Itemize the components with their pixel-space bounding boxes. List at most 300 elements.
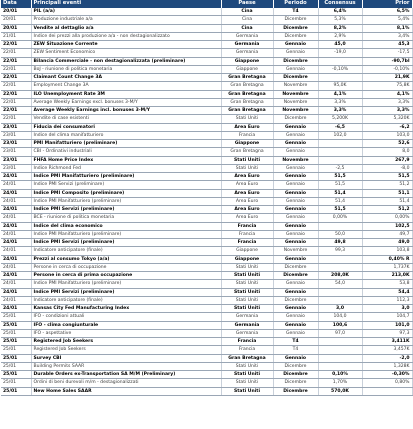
cell-country: Area Euro <box>221 181 273 189</box>
cell-period: Gennaio <box>273 305 318 313</box>
cell-consensus: 51,4 <box>318 189 362 197</box>
cell-country: Stati Uniti <box>221 296 273 304</box>
cell-prior: 102,5 <box>362 222 412 230</box>
table-row <box>1 321 412 329</box>
cell-event: BCE - riunione di politica monetaria <box>31 214 221 222</box>
cell-period: Gennaio <box>273 148 318 156</box>
cell-date: 21/01 <box>1 32 31 40</box>
cell-consensus: 50,0 <box>318 230 362 238</box>
cell-date: 23/01 <box>1 123 31 131</box>
cell-period: Dicembre <box>273 74 318 82</box>
cell-event: Prezzi al consumo Tokyo (a/a) <box>31 255 221 263</box>
cell-consensus <box>318 346 362 354</box>
cell-prior: 0,80% <box>362 379 412 387</box>
table-row <box>1 49 412 57</box>
table-row <box>1 338 412 346</box>
cell-period: Gennaio <box>273 255 318 263</box>
cell-period: Gennaio <box>273 173 318 181</box>
cell-consensus: 5,200K <box>318 115 362 123</box>
header-date: Data <box>1 0 31 8</box>
cell-period: Gennaio <box>273 222 318 230</box>
cell-date: 22/01 <box>1 98 31 106</box>
header-country: Paese <box>221 0 273 8</box>
cell-period: Gennaio <box>273 41 318 49</box>
cell-country: Stati Uniti <box>221 156 273 164</box>
cell-country: Germania <box>221 41 273 49</box>
cell-event: Survey CBI <box>31 354 221 362</box>
cell-prior: 51,2 <box>362 206 412 214</box>
cell-consensus: 95,0K <box>318 82 362 90</box>
cell-prior: 49,7 <box>362 230 412 238</box>
cell-country: Giappone <box>221 57 273 65</box>
cell-consensus: 1,70% <box>318 379 362 387</box>
cell-prior: 54,4 <box>362 288 412 296</box>
cell-consensus: 570,0K <box>318 387 362 395</box>
cell-consensus: 51,5 <box>318 173 362 181</box>
table-row <box>1 181 412 189</box>
table-row <box>1 140 412 148</box>
cell-date: 23/01 <box>1 156 31 164</box>
cell-country: Area Euro <box>221 189 273 197</box>
cell-date: 25/01 <box>1 371 31 379</box>
cell-date: 24/01 <box>1 305 31 313</box>
cell-event: ZEW Sentiment Economico <box>31 49 221 57</box>
cell-prior: 112,3 <box>362 296 412 304</box>
table-row <box>1 313 412 321</box>
cell-date: 23/01 <box>1 164 31 172</box>
cell-country: Stati Uniti <box>221 164 273 172</box>
cell-prior: 3,4% <box>362 32 412 40</box>
cell-prior: 3,3% <box>362 98 412 106</box>
cell-event: IFO - clima congiunturale <box>31 321 221 329</box>
cell-date: 20/01 <box>1 8 31 16</box>
cell-period: Gennaio <box>273 288 318 296</box>
cell-prior: 101,0 <box>362 321 412 329</box>
cell-event: CBI - Ordinativi industriali <box>31 148 221 156</box>
cell-date: 24/01 <box>1 230 31 238</box>
header-prior: Prior <box>362 0 412 8</box>
cell-consensus: 54,0 <box>318 280 362 288</box>
cell-consensus: 51,5 <box>318 181 362 189</box>
cell-prior: 5,4% <box>362 16 412 24</box>
cell-prior: -0,30% <box>362 371 412 379</box>
cell-date: 22/01 <box>1 90 31 98</box>
cell-date: 25/01 <box>1 362 31 370</box>
cell-event: Durable Orders ex-Transportation SA M/M (Preliminary) <box>31 371 221 379</box>
table-row <box>1 32 412 40</box>
cell-event: Average Weekly Earnings excl. bonuses 3-M/Y <box>31 98 221 106</box>
cell-prior: 5,320K <box>362 115 412 123</box>
cell-date: 24/01 <box>1 296 31 304</box>
cell-period: Gennaio <box>273 164 318 172</box>
cell-country: Giappone <box>221 140 273 148</box>
cell-country: Germania <box>221 329 273 337</box>
table-row <box>1 24 412 32</box>
table-row <box>1 354 412 362</box>
cell-date: 24/01 <box>1 272 31 280</box>
cell-country: Germania <box>221 313 273 321</box>
cell-period: Gennaio <box>273 354 318 362</box>
cell-consensus: 6,4% <box>318 8 362 16</box>
cell-date: 24/01 <box>1 214 31 222</box>
cell-period: Dicembre <box>273 362 318 370</box>
cell-consensus <box>318 222 362 230</box>
cell-consensus: 102,0 <box>318 131 362 139</box>
cell-event: Bilancia Commerciale - non destagionalizzata (preliminare) <box>31 57 221 65</box>
cell-prior: 51,1 <box>362 189 412 197</box>
cell-consensus <box>318 362 362 370</box>
cell-event: Registered Job Seekers <box>31 346 221 354</box>
table-header <box>1 0 412 8</box>
cell-event: Indice PMI Servizi (preliminare) <box>31 206 221 214</box>
cell-consensus: 3,3% <box>318 107 362 115</box>
cell-country: Francia <box>221 131 273 139</box>
cell-consensus: 8,2% <box>318 24 362 32</box>
cell-prior: 1,328K <box>362 362 412 370</box>
table-row <box>1 272 412 280</box>
cell-date: 25/01 <box>1 354 31 362</box>
cell-period: Gennaio <box>273 181 318 189</box>
cell-period: Novembre <box>273 98 318 106</box>
cell-consensus: 208,0K <box>318 272 362 280</box>
cell-date: 23/01 <box>1 140 31 148</box>
cell-date: 22/01 <box>1 82 31 90</box>
cell-prior: 52,6 <box>362 140 412 148</box>
cell-country: Stati Uniti <box>221 263 273 271</box>
table-row <box>1 164 412 172</box>
cell-period: Gennaio <box>273 189 318 197</box>
cell-country: Gran Bretagna <box>221 74 273 82</box>
cell-date: 24/01 <box>1 206 31 214</box>
cell-date: 25/01 <box>1 313 31 321</box>
cell-country: Area Euro <box>221 173 273 181</box>
cell-country: Stati Uniti <box>221 272 273 280</box>
cell-prior: 4,1% <box>362 90 412 98</box>
table-row <box>1 329 412 337</box>
cell-event: Vendite di case esistenti <box>31 115 221 123</box>
cell-date: 24/01 <box>1 173 31 181</box>
header-consensus: Consensus <box>318 0 362 8</box>
cell-country: Stati Uniti <box>221 280 273 288</box>
cell-consensus <box>318 288 362 296</box>
table-row <box>1 189 412 197</box>
cell-country: Gran Bretagna <box>221 107 273 115</box>
cell-event: Indice PMI Servizi (preliminare) <box>31 288 221 296</box>
cell-period: Gennaio <box>273 329 318 337</box>
cell-event: Persone in cerca di occupazione <box>31 263 221 271</box>
cell-period: Novembre <box>273 156 318 164</box>
cell-event: Indice PMI Manifatturiero (preliminare) <box>31 230 221 238</box>
cell-date: 25/01 <box>1 321 31 329</box>
cell-event: Average Weekly Earnings incl. bonuses 3-M/Y <box>31 107 221 115</box>
cell-event: Registered Job Seekers <box>31 338 221 346</box>
cell-country: Giappone <box>221 247 273 255</box>
cell-date: 24/01 <box>1 239 31 247</box>
cell-period: Gennaio <box>273 214 318 222</box>
cell-country: Gran Bretagna <box>221 148 273 156</box>
cell-period: Gennaio <box>273 206 318 214</box>
table-row <box>1 16 412 24</box>
cell-period: Dicembre <box>273 263 318 271</box>
cell-event: Produzione industriale a/a <box>31 16 221 24</box>
economic-calendar-table <box>1 0 413 396</box>
cell-consensus <box>318 156 362 164</box>
cell-country: Francia <box>221 222 273 230</box>
table-row <box>1 115 412 123</box>
cell-event: IFO - aspettative <box>31 329 221 337</box>
cell-date: 25/01 <box>1 329 31 337</box>
cell-country: Area Euro <box>221 197 273 205</box>
cell-prior: 8,0 <box>362 148 412 156</box>
table-row <box>1 148 412 156</box>
cell-period: Gennaio <box>273 140 318 148</box>
table-row <box>1 255 412 263</box>
cell-consensus <box>318 74 362 82</box>
table-row <box>1 222 412 230</box>
cell-prior: 75,8K <box>362 82 412 90</box>
cell-date: 22/01 <box>1 65 31 73</box>
header-row <box>1 0 412 8</box>
table-body <box>1 8 412 395</box>
cell-date: 24/01 <box>1 255 31 263</box>
cell-consensus: 45,0 <box>318 41 362 49</box>
cell-prior: 49,0 <box>362 239 412 247</box>
cell-event: Indice PMI Composito (preliminare) <box>31 189 221 197</box>
cell-period: Gennaio <box>273 321 318 329</box>
cell-event: PIL (a/a) <box>31 8 221 16</box>
cell-country: Cina <box>221 24 273 32</box>
cell-prior: 103,8 <box>362 247 412 255</box>
cell-period: Novembre <box>273 82 318 90</box>
cell-prior: 0,40% R <box>362 255 412 263</box>
table-row <box>1 379 412 387</box>
cell-date: 22/01 <box>1 74 31 82</box>
cell-consensus: 97,0 <box>318 329 362 337</box>
cell-date: 23/01 <box>1 131 31 139</box>
cell-period: Gennaio <box>273 197 318 205</box>
cell-date: 25/01 <box>1 379 31 387</box>
cell-country: Stati Uniti <box>221 379 273 387</box>
cell-country: Gran Bretagna <box>221 354 273 362</box>
table-row <box>1 82 412 90</box>
cell-date: 20/01 <box>1 24 31 32</box>
table-row <box>1 346 412 354</box>
cell-period: T4 <box>273 338 318 346</box>
table-row <box>1 131 412 139</box>
cell-prior: 21,9K <box>362 74 412 82</box>
cell-country: Cina <box>221 8 273 16</box>
cell-period: Gennaio <box>273 230 318 238</box>
cell-event: Ordini di beni durevoli m/m - destagionalizzati <box>31 379 221 387</box>
cell-country: Giappone <box>221 65 273 73</box>
cell-prior: -2,0 <box>362 354 412 362</box>
cell-consensus: 2,9% <box>318 32 362 40</box>
cell-consensus: 51,4 <box>318 197 362 205</box>
cell-event: Indicatore anticipatore (finale) <box>31 247 221 255</box>
cell-date: 25/01 <box>1 338 31 346</box>
cell-prior: 104,7 <box>362 313 412 321</box>
cell-country: Germania <box>221 49 273 57</box>
cell-event: Kansas City Fed Manufacturing Index <box>31 305 221 313</box>
cell-prior: -17,5 <box>362 49 412 57</box>
cell-period: Gennaio <box>273 65 318 73</box>
table-row <box>1 305 412 313</box>
cell-consensus: 5,3% <box>318 16 362 24</box>
cell-event: ZEW Situazione Corrente <box>31 41 221 49</box>
cell-country: Cina <box>221 16 273 24</box>
cell-consensus: -2,5 <box>318 164 362 172</box>
cell-period: Dicembre <box>273 32 318 40</box>
cell-country: Giappone <box>221 255 273 263</box>
cell-consensus: 4,1% <box>318 90 362 98</box>
cell-period: Dicembre <box>273 371 318 379</box>
cell-country: Stati Uniti <box>221 387 273 395</box>
cell-date: 25/01 <box>1 387 31 395</box>
table-row <box>1 362 412 370</box>
cell-prior: 51,4 <box>362 197 412 205</box>
cell-country: Gran Bretagna <box>221 98 273 106</box>
cell-period: Gennaio <box>273 239 318 247</box>
cell-event: Employment Change 3A <box>31 82 221 90</box>
cell-consensus: 0,10% <box>318 371 362 379</box>
header-event: Principali eventi <box>31 0 221 8</box>
cell-period: Dicembre <box>273 272 318 280</box>
cell-prior: 45,3 <box>362 41 412 49</box>
table-row <box>1 107 412 115</box>
cell-prior: 53,8 <box>362 280 412 288</box>
cell-prior: 51,2 <box>362 181 412 189</box>
cell-country: Germania <box>221 32 273 40</box>
cell-consensus <box>318 255 362 263</box>
cell-event: Claimant Count Change 3A <box>31 74 221 82</box>
table-row <box>1 123 412 131</box>
cell-event: Indice PMI Manifatturiero (preliminare) <box>31 173 221 181</box>
cell-country: Stati Uniti <box>221 305 273 313</box>
cell-date: 22/01 <box>1 107 31 115</box>
cell-prior: 1,737K <box>362 263 412 271</box>
cell-consensus <box>318 354 362 362</box>
cell-prior: 8,1% <box>362 24 412 32</box>
table-row <box>1 387 412 395</box>
cell-period: Gennaio <box>273 313 318 321</box>
cell-prior: 3,457K <box>362 346 412 354</box>
cell-period: Gennaio <box>273 280 318 288</box>
cell-date: 23/01 <box>1 148 31 156</box>
cell-event: PMI Manifatturiero (preliminare) <box>31 140 221 148</box>
table-row <box>1 173 412 181</box>
cell-date: 24/01 <box>1 189 31 197</box>
table-row <box>1 263 412 271</box>
cell-consensus <box>318 296 362 304</box>
cell-period: Gennaio <box>273 49 318 57</box>
cell-country: Francia <box>221 230 273 238</box>
table-row <box>1 296 412 304</box>
cell-event: Building Permits SAAR <box>31 362 221 370</box>
cell-prior: 6,5% <box>362 8 412 16</box>
table-row <box>1 8 412 16</box>
table-row <box>1 156 412 164</box>
cell-country: Francia <box>221 346 273 354</box>
cell-event: Indice del clima economico <box>31 222 221 230</box>
cell-consensus <box>318 263 362 271</box>
cell-country: Germania <box>221 321 273 329</box>
cell-prior: 213,0K <box>362 272 412 280</box>
table-row <box>1 280 412 288</box>
cell-period: Novembre <box>273 247 318 255</box>
cell-prior <box>362 387 412 395</box>
cell-consensus: 51,5 <box>318 206 362 214</box>
cell-country: Stati Uniti <box>221 115 273 123</box>
cell-period: Gennaio <box>273 131 318 139</box>
cell-period: Dicembre <box>273 24 318 32</box>
cell-consensus: 99,3 <box>318 247 362 255</box>
table-row <box>1 57 412 65</box>
cell-country: Stati Uniti <box>221 371 273 379</box>
cell-country: Gran Bretagna <box>221 82 273 90</box>
cell-date: 24/01 <box>1 197 31 205</box>
cell-consensus: 3,0 <box>318 305 362 313</box>
cell-date: 22/01 <box>1 49 31 57</box>
cell-event: New Home Sales SAAR <box>31 387 221 395</box>
cell-consensus <box>318 148 362 156</box>
cell-date: 24/01 <box>1 247 31 255</box>
header-period: Periodo <box>273 0 318 8</box>
cell-date: 24/01 <box>1 263 31 271</box>
cell-country: Area Euro <box>221 214 273 222</box>
table-row <box>1 65 412 73</box>
cell-prior: -6,2 <box>362 123 412 131</box>
cell-consensus <box>318 57 362 65</box>
table-row <box>1 239 412 247</box>
table-row <box>1 41 412 49</box>
cell-prior: -8,0 <box>362 164 412 172</box>
table-row <box>1 247 412 255</box>
cell-prior: 3,0 <box>362 305 412 313</box>
cell-consensus: 104,0 <box>318 313 362 321</box>
cell-event: Indice PMI Servizi (preliminare) <box>31 239 221 247</box>
table-row <box>1 371 412 379</box>
table-row <box>1 74 412 82</box>
cell-period: Dicembre <box>273 379 318 387</box>
cell-prior: 3,411K <box>362 338 412 346</box>
table-row <box>1 214 412 222</box>
cell-prior: 97,3 <box>362 329 412 337</box>
cell-date: 24/01 <box>1 280 31 288</box>
cell-prior: 51,5 <box>362 173 412 181</box>
cell-date: 24/01 <box>1 222 31 230</box>
cell-event: ILO Unemployment Rate 3M <box>31 90 221 98</box>
cell-date: 25/01 <box>1 346 31 354</box>
cell-consensus <box>318 338 362 346</box>
cell-event: Vendite al dettaglio a/a <box>31 24 221 32</box>
cell-consensus <box>318 140 362 148</box>
cell-consensus: 0,00% <box>318 214 362 222</box>
cell-date: 22/01 <box>1 57 31 65</box>
table-row <box>1 98 412 106</box>
cell-country: Gran Bretagna <box>221 90 273 98</box>
cell-event: IFO - condizioni attuali <box>31 313 221 321</box>
cell-event: FHFA Home Price Index <box>31 156 221 164</box>
table-row <box>1 90 412 98</box>
table-row <box>1 197 412 205</box>
cell-consensus: 49,8 <box>318 239 362 247</box>
cell-date: 24/01 <box>1 288 31 296</box>
cell-event: Indice PMI Manifatturiero (preliminare) <box>31 280 221 288</box>
cell-period: Dicembre <box>273 296 318 304</box>
cell-date: 22/01 <box>1 115 31 123</box>
cell-date: 22/01 <box>1 41 31 49</box>
cell-prior: 267,9 <box>362 156 412 164</box>
